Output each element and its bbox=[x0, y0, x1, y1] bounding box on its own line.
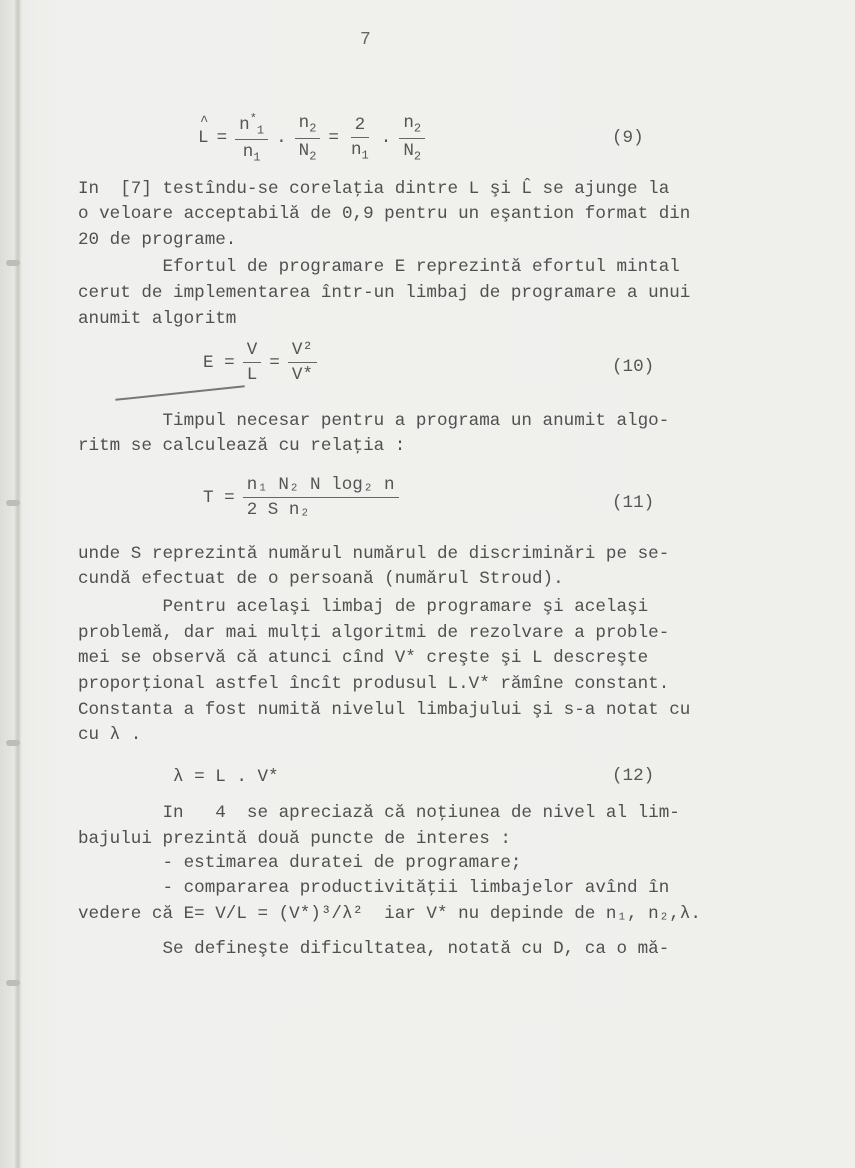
text-line: In [7] testîndu-se corelaţia dintre L şi L̂ se ajunge la bbox=[78, 179, 670, 199]
equation-10: E = $\frac{V}{L}$ = $\frac{\text{V²}}{V*}$ bbox=[203, 340, 317, 385]
binding-hole bbox=[6, 260, 20, 266]
text-line: - estimarea duratei de programare; bbox=[78, 853, 522, 873]
eq9-lhs: ^ L bbox=[198, 128, 209, 148]
text-line: cerut de implementarea într-un limbaj de programare a unui bbox=[78, 283, 691, 303]
binding-hole bbox=[6, 740, 20, 746]
text-line: mei se observă că atunci cînd V* creşte şi L descreşte bbox=[78, 648, 649, 668]
pen-mark bbox=[115, 385, 244, 400]
text-line: 20 de programe. bbox=[78, 230, 237, 250]
text-line: cundă efectuat de o persoană (numărul Stroud). bbox=[78, 569, 564, 589]
text-line: anumit algoritm bbox=[78, 309, 237, 329]
text-line: Timpul necesar pentru a programa un anumit algo- bbox=[78, 411, 670, 431]
equation-10-label: (10) bbox=[612, 357, 655, 377]
text-line: problemă, dar mai mulţi algoritmi de rezolvare a proble- bbox=[78, 623, 670, 643]
equation-12: λ = L . V* bbox=[173, 767, 279, 787]
text-line: proporţional astfel încît produsul L.V* rămîne constant. bbox=[78, 674, 670, 694]
equation-9: ^ L = $\frac{n^*_1}{n_1}$ . $\frac{n_2}{N_2}$ = $\frac{2}{n_1}$ . $\frac{n_2}{N_2}$ bbox=[198, 112, 425, 165]
text-line: ritm se calculează cu relaţia : bbox=[78, 436, 406, 456]
equation-11: T = $\frac{\text{n₁ N₂ N log₂ n}}{\text{2 S n₂}}$ bbox=[203, 475, 399, 520]
binding-hole bbox=[6, 500, 20, 506]
text-line: cu λ . bbox=[78, 725, 142, 745]
text-line: unde S reprezintă numărul numărul de discriminări pe se- bbox=[78, 544, 670, 564]
equation-9-label: (9) bbox=[612, 128, 644, 148]
text-line: bajului prezintă două puncte de interes : bbox=[78, 829, 511, 849]
text-line: Constanta a fost numită nivelul limbajului şi s-a notat cu bbox=[78, 700, 691, 720]
text-line: In 4 se apreciază că noţiunea de nivel al lim- bbox=[78, 803, 680, 823]
page-number: 7 bbox=[360, 30, 371, 50]
text-line: vedere că E= V/L = (V*)³/λ² iar V* nu depinde de n₁, n₂,λ. bbox=[78, 904, 701, 924]
text-line: Se defineşte dificultatea, notată cu D, ca o mă- bbox=[78, 939, 670, 959]
text-line: Pentru acelaşi limbaj de programare şi acelaşi bbox=[78, 597, 649, 617]
text-line: Efortul de programare E reprezintă efortul mintal bbox=[78, 257, 680, 277]
equation-11-label: (11) bbox=[612, 493, 655, 513]
binding-hole bbox=[6, 980, 20, 986]
text-line: o veloare acceptabilă de 0,9 pentru un eşantion format din bbox=[78, 204, 691, 224]
text-line: - compararea productivităţii limbajelor avînd în bbox=[78, 878, 670, 898]
equation-12-label: (12) bbox=[612, 766, 655, 786]
